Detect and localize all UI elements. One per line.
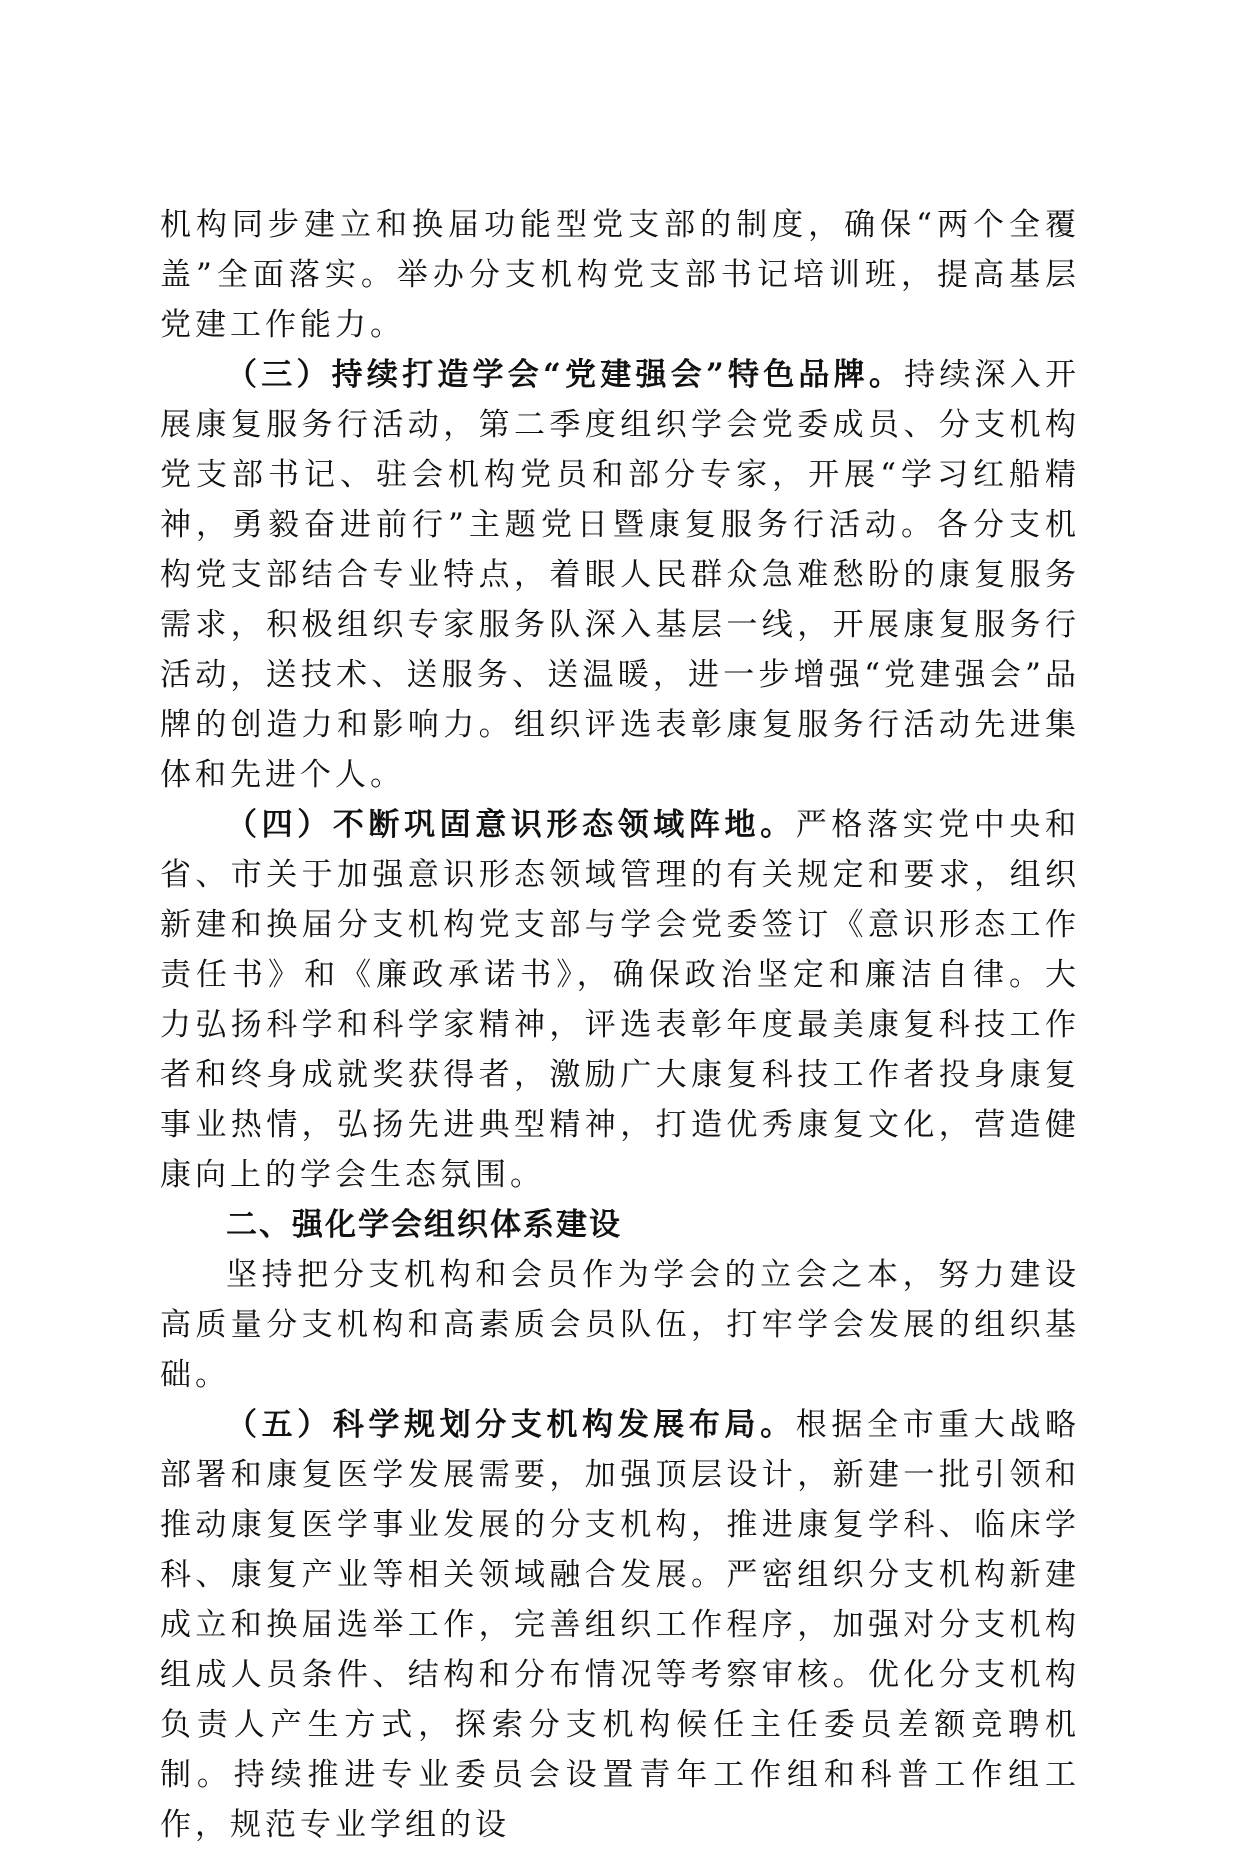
paragraph-section-5: [160, 1400, 1080, 1850]
paragraph-part-2-intro: 坚持把分支机构和会员作为学会的立会之本，努力建设高质量分支机构和高素质会员队伍，打牢学会发展的组织基础。: [160, 1257, 1080, 1393]
section-5-title: （五）科学规划分支机构发展布局。: [226, 1407, 796, 1443]
paragraph-section-4: [160, 800, 1080, 1200]
section-4-title: （四）不断巩固意识形态领域阵地。: [226, 807, 796, 843]
section-3-body: 持续深入开展康复服务行活动，第二季度组织学会党委成员、分支机构党支部书记、驻会机构党员和部分专家，开展“学习红船精神，勇毅奋进前行”主题党日暨康复服务行活动。各分支机构党支部结合专业特点，着眼人民群众急难愁盼的康复服务需求，积极组织专家服务队深入基层一线，开展康复服务行活动，送技术、送服务、送温暖，进一步增强“党建强会”品牌的创造力和影响力。组织评选表彰康复服务行活动先进集体和先进个人。: [160, 357, 1080, 793]
section-5-body: 根据全市重大战略部署和康复医学发展需要，加强顶层设计，新建一批引领和推动康复医学事业发展的分支机构，推进康复学科、临床学科、康复产业等相关领域融合发展。严密组织分支机构新建成立和换届选举工作，完善组织工作程序，加强对分支机构组成人员条件、结构和分布情况等考察审核。优化分支机构负责人产生方式，探索分支机构候任主任委员差额竞聘机制。持续推进专业委员会设置青年工作组和科普工作组工作，规范专业学组的设: [160, 1407, 1081, 1843]
section-3-title: （三）持续打造学会“党建强会”特色品牌。: [226, 357, 905, 393]
document-body: [160, 200, 1080, 1850]
paragraph-continuation: 机构同步建立和换届功能型党支部的制度，确保“两个全覆盖”全面落实。举办分支机构党支部书记培训班，提高基层党建工作能力。: [160, 207, 1080, 343]
section-4-body: 严格落实党中央和省、市关于加强意识形态领域管理的有关规定和要求，组织新建和换届分支机构党支部与学会党委签订《意识形态工作责任书》和《廉政承诺书》，确保政治坚定和廉洁自律。大力弘扬科学和科学家精神，评选表彰年度最美康复科技工作者和终身成就奖获得者，激励广大康复科技工作者投身康复事业热情，弘扬先进典型精神，打造优秀康复文化，营造健康向上的学会生态氛围。: [160, 807, 1081, 1193]
paragraph-section-3: [160, 350, 1080, 800]
heading-part-2: 二、强化学会组织体系建设: [226, 1207, 622, 1243]
